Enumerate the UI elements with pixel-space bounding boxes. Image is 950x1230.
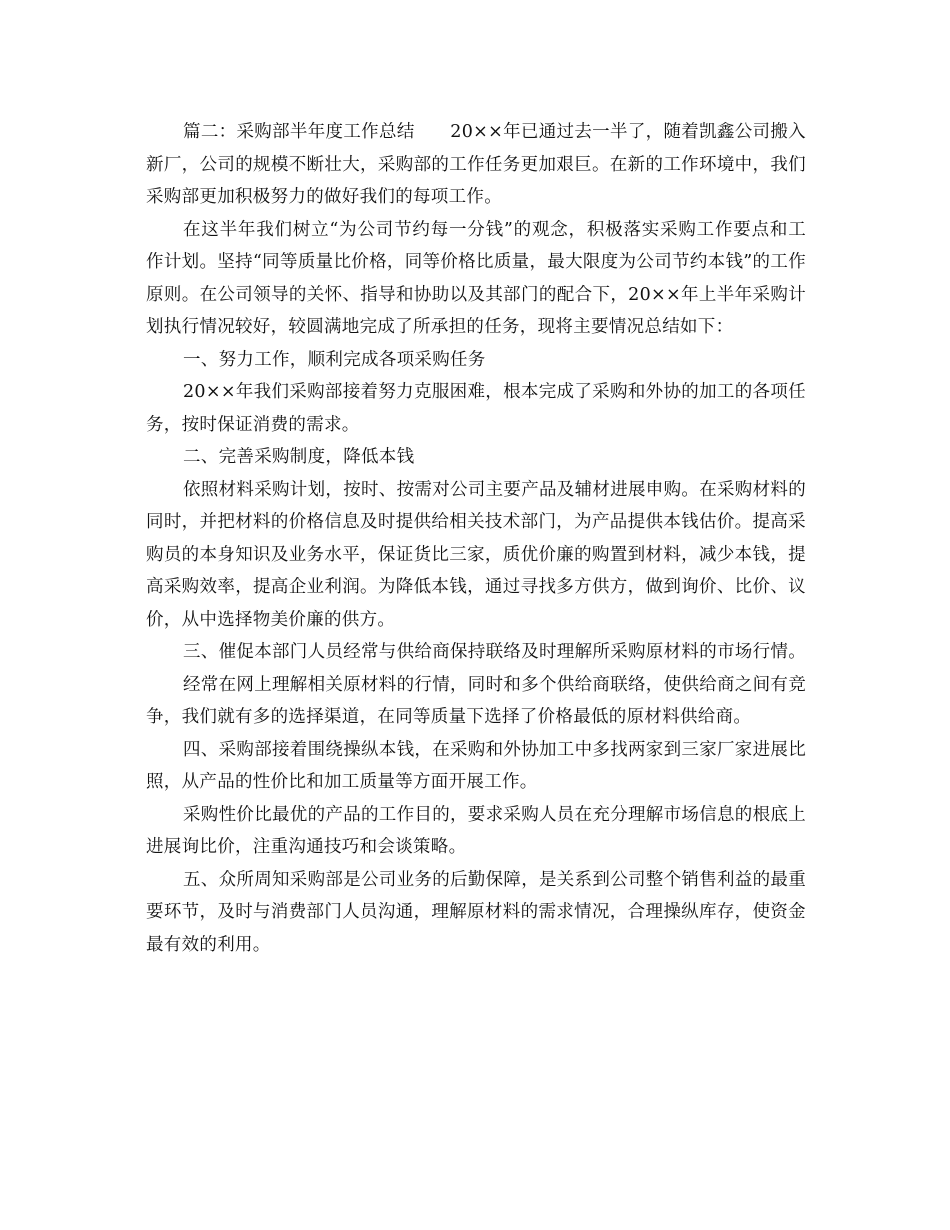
section-heading-1: 一、努力工作，顺利完成各项采购任务 xyxy=(183,349,486,370)
document-body xyxy=(146,116,806,961)
paragraph-section-2: 依照材料采购计划，按时、按需对公司主要产品及辅材进展申购。在采购材料的同时，并把材料的价格信息及时提供给相关技术部门，为产品提供本钱估价。提高采购员的本身知识及业务水平，保证货比三家，质优价廉的购置到材料，减少本钱，提高采购效率，提高企业利润。为降低本钱，通过寻找多方供方，做到询价、比价、议价，从中选择物美价廉的供方。 xyxy=(146,479,806,630)
section-heading-5: 五、众所周知采购部是公司业务的后勤保障，是关系到公司整个销售利益的最重要环节，及时与消费部门人员沟通，理解原材料的需求情况，合理操纵库存，使资金最有效的利用。 xyxy=(146,869,806,955)
paragraph-intro: 篇二：采购部半年度工作总结 20××年已通过去一半了，随着凯鑫公司搬入新厂，公司的规模不断壮大，采购部的工作任务更加艰巨。在新的工作环境中，我们采购部更加积极努力的做好我们的每项工作。 xyxy=(146,122,806,207)
section-heading-3: 三、催促本部门人员经常与供给商保持联络及时理解所采购原材料的市场行情。 xyxy=(183,642,806,662)
paragraph-section-1: 20××年我们采购部接着努力克服困难，根本完成了采购和外协的加工的各项任务，按时保证消费的需求。 xyxy=(146,382,806,435)
paragraph-section-4: 采购性价比最优的产品的工作目的，要求采购人员在充分理解市场信息的根底上进展询比价，注重沟通技巧和会谈策略。 xyxy=(146,804,806,857)
section-heading-2: 二、完善采购制度，降低本钱 xyxy=(183,447,415,467)
section-heading-4: 四、采购部接着围绕操纵本钱，在采购和外协加工中多找两家到三家厂家进展比照，从产品的性价比和加工质量等方面开展工作。 xyxy=(146,739,806,792)
paragraph-principles: 在这半年我们树立“为公司节约每一分钱”的观念，积极落实采购工作要点和工作计划。坚持“同等质量比价格，同等价格比质量，最大限度为公司节约本钱”的工作原则。在公司领导的关怀、指导和协助以及其部门的配合下，20××年上半年采购计划执行情况较好，较圆满地完成了所承担的任务，现将主要情况总结如下： xyxy=(146,219,806,337)
paragraph-section-3: 经常在网上理解相关原材料的行情，同时和多个供给商联络，使供给商之间有竞争，我们就有多的选择渠道，在同等质量下选择了价格最低的原材料供给商。 xyxy=(146,674,806,727)
